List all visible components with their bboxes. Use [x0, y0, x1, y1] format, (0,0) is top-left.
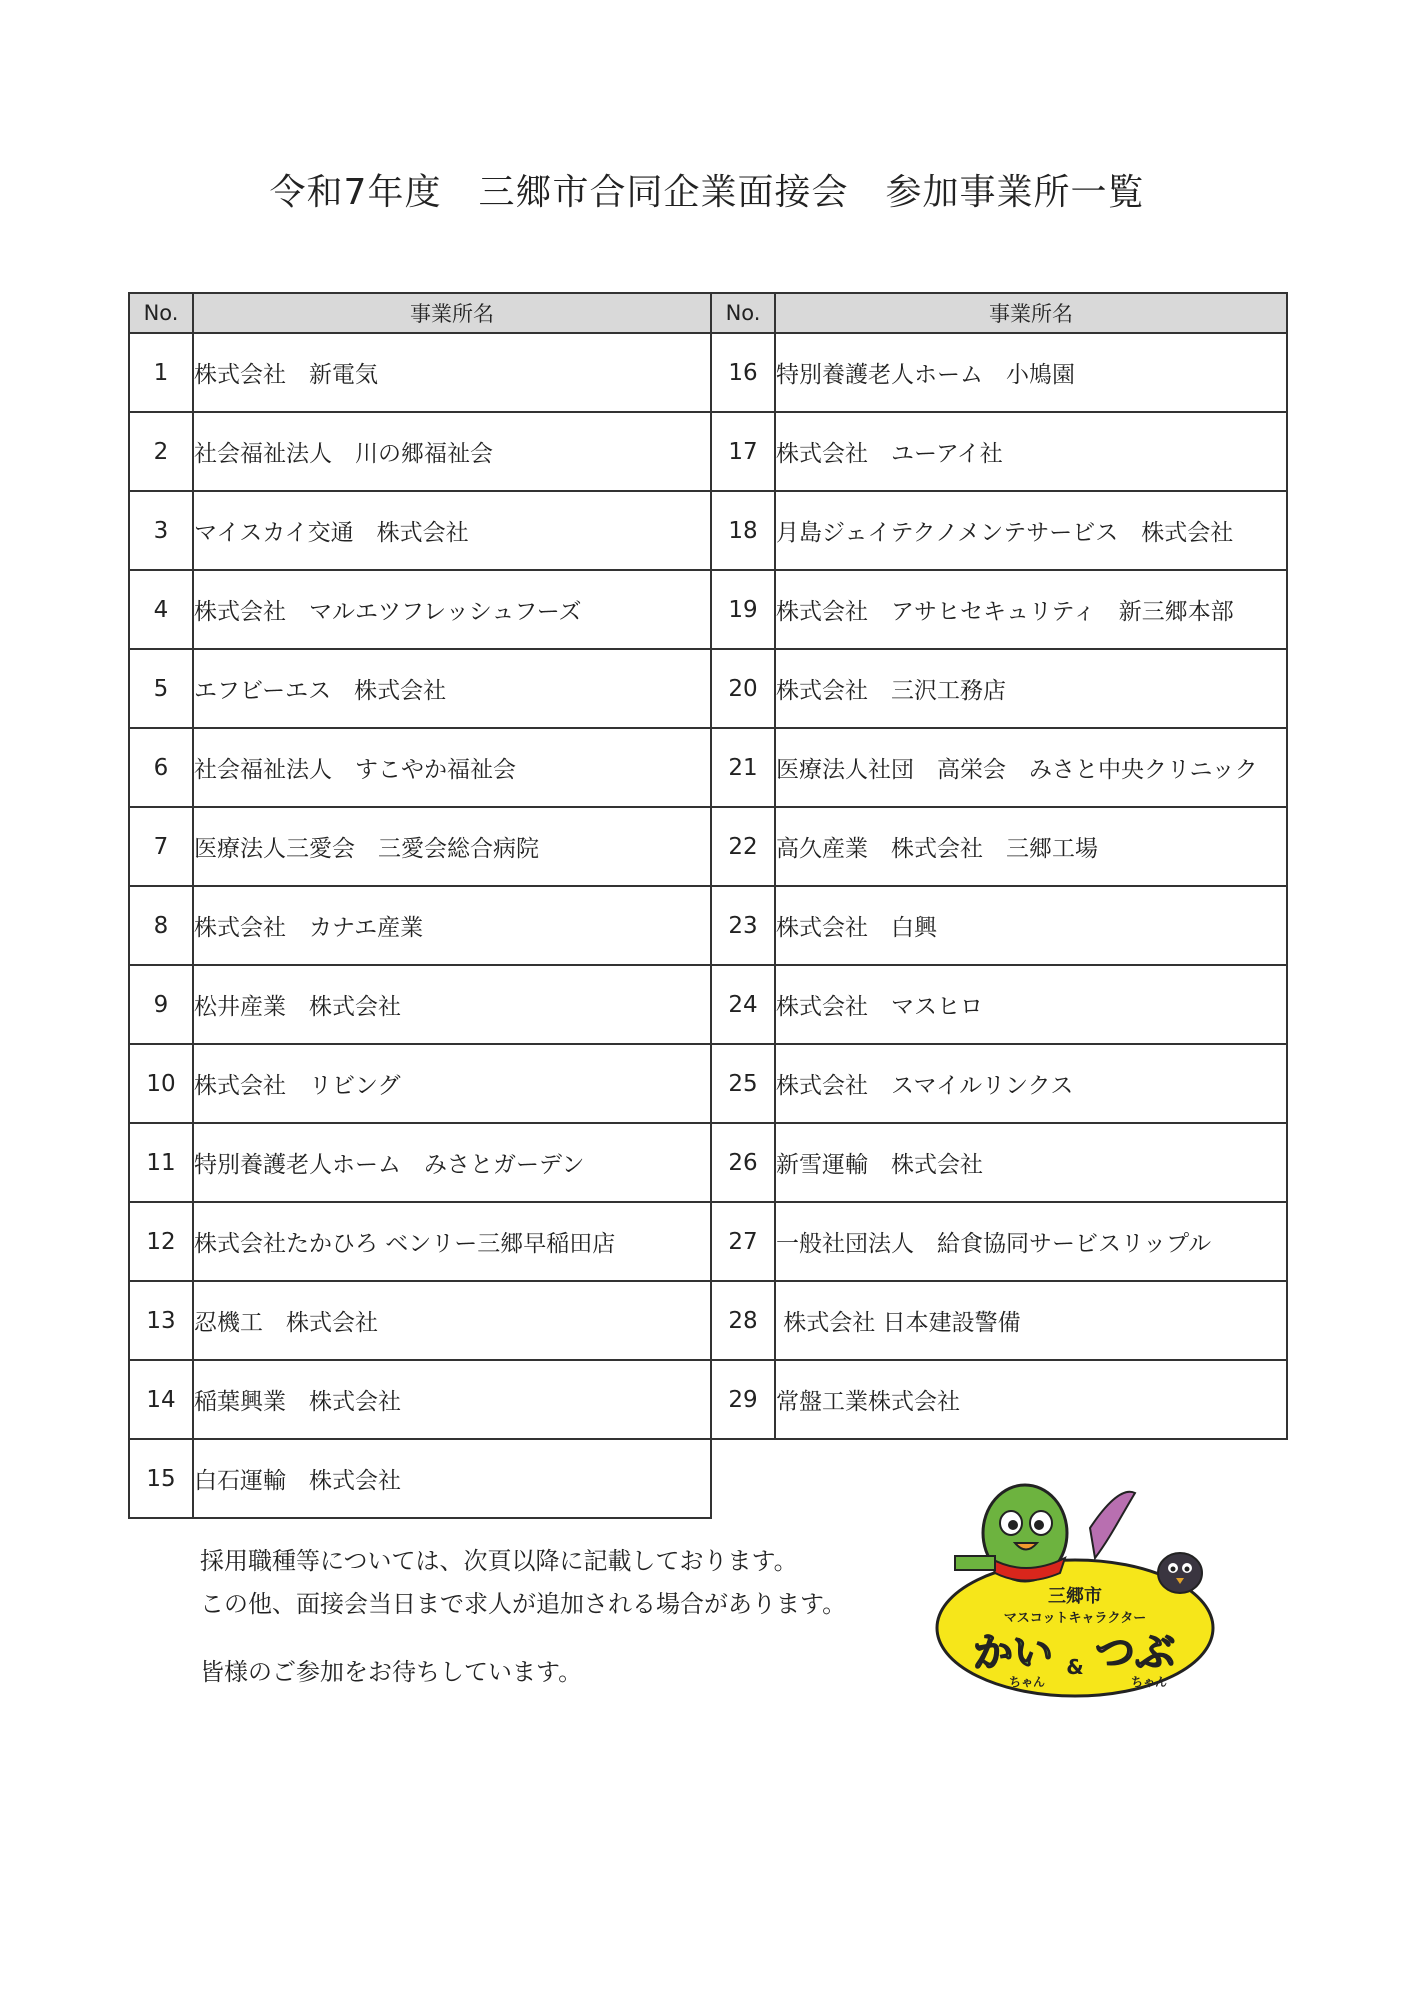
company-name: 株式会社 アサヒセキュリティ 新三郷本部 [775, 570, 1287, 649]
table-row [129, 886, 1287, 965]
row-number: 15 [129, 1439, 193, 1518]
table-row [129, 570, 1287, 649]
company-name: 高久産業 株式会社 三郷工場 [775, 807, 1287, 886]
mascot-subtitle: マスコットキャラクター [1003, 1611, 1147, 1626]
mascot-suffix-kai: ちゃん [1008, 1675, 1046, 1689]
table-row [129, 649, 1287, 728]
company-name: 医療法人社団 高栄会 みさと中央クリニック [775, 728, 1287, 807]
company-name: 月島ジェイテクノメンテサービス 株式会社 [775, 491, 1287, 570]
row-number: 21 [711, 728, 775, 807]
row-number: 3 [129, 491, 193, 570]
mascot-name-kai: かい [973, 1630, 1053, 1676]
table-row [129, 1281, 1287, 1360]
table-row [129, 1123, 1287, 1202]
mascot-logo [935, 1478, 1215, 1708]
mascot-city-label: 三郷市 [1048, 1586, 1102, 1607]
company-name: 社会福祉法人 すこやか福祉会 [193, 728, 711, 807]
header-no-left: No. [129, 293, 193, 333]
mascot-name-tsubu: つぶ [1095, 1630, 1175, 1676]
table-row [129, 807, 1287, 886]
company-name: 新雪運輸 株式会社 [775, 1123, 1287, 1202]
note-line-1: 採用職種等については、次頁以降に記載しております。 [200, 1547, 798, 1575]
header-no-right: No. [711, 293, 775, 333]
table-row [129, 1360, 1287, 1439]
table-row [129, 491, 1287, 570]
company-name: 白石運輸 株式会社 [193, 1439, 711, 1518]
company-name: 株式会社たかひろ ベンリー三郷早稲田店 [193, 1202, 711, 1281]
company-name: マイスカイ交通 株式会社 [193, 491, 711, 570]
header-name-left: 事業所名 [193, 293, 711, 333]
mascot-suffix-tsubu: ちゃん [1130, 1675, 1168, 1689]
company-name: 株式会社 カナエ産業 [193, 886, 711, 965]
company-name: 株式会社 マルエツフレッシュフーズ [193, 570, 711, 649]
row-number: 14 [129, 1360, 193, 1439]
table-header-row [129, 293, 1287, 333]
company-name: 株式会社 白興 [775, 886, 1287, 965]
row-number: 9 [129, 965, 193, 1044]
company-name: 松井産業 株式会社 [193, 965, 711, 1044]
company-name: 特別養護老人ホーム 小鳩園 [775, 333, 1287, 412]
row-number: 22 [711, 807, 775, 886]
row-number: 19 [711, 570, 775, 649]
row-number: 13 [129, 1281, 193, 1360]
mascot-ampersand: & [1066, 1655, 1084, 1679]
company-name: 社会福祉法人 川の郷福祉会 [193, 412, 711, 491]
row-number: 16 [711, 333, 775, 412]
company-name: 忍機工 株式会社 [193, 1281, 711, 1360]
row-number: 12 [129, 1202, 193, 1281]
row-number: 26 [711, 1123, 775, 1202]
row-number: 4 [129, 570, 193, 649]
company-name: 常盤工業株式会社 [775, 1360, 1287, 1439]
company-name: 株式会社 ユーアイ社 [775, 412, 1287, 491]
row-number: 23 [711, 886, 775, 965]
row-number: 29 [711, 1360, 775, 1439]
mascot-tsubu-bird [1158, 1553, 1202, 1593]
company-name: 株式会社 三沢工務店 [775, 649, 1287, 728]
row-number: 7 [129, 807, 193, 886]
row-number: 11 [129, 1123, 193, 1202]
table-row [129, 728, 1287, 807]
row-number: 24 [711, 965, 775, 1044]
row-number: 5 [129, 649, 193, 728]
row-number: 28 [711, 1281, 775, 1360]
company-name: 特別養護老人ホーム みさとガーデン [193, 1123, 711, 1202]
row-number: 8 [129, 886, 193, 965]
row-number: 27 [711, 1202, 775, 1281]
company-name: 株式会社 新電気 [193, 333, 711, 412]
company-name: 医療法人三愛会 三愛会総合病院 [193, 807, 711, 886]
row-number: 10 [129, 1044, 193, 1123]
table-row [129, 412, 1287, 491]
row-number: 6 [129, 728, 193, 807]
row-number: 18 [711, 491, 775, 570]
table-row [129, 965, 1287, 1044]
header-name-right: 事業所名 [775, 293, 1287, 333]
row-number: 2 [129, 412, 193, 491]
company-name: 株式会社 スマイルリンクス [775, 1044, 1287, 1123]
company-name: 株式会社 マスヒロ [775, 965, 1287, 1044]
page-title: 令和7年度 三郷市合同企業面接会 参加事業所一覧 [269, 172, 1145, 213]
note-line-2: この他、面接会当日まで求人が追加される場合があります。 [200, 1590, 847, 1618]
company-name: 株式会社 リビング [193, 1044, 711, 1123]
company-name: 一般社団法人 給食協同サービスリップル [775, 1202, 1287, 1281]
table-row [129, 333, 1287, 412]
company-name: エフビーエス 株式会社 [193, 649, 711, 728]
table-body [129, 333, 1287, 1518]
table-row [129, 1202, 1287, 1281]
company-name: 稲葉興業 株式会社 [193, 1360, 711, 1439]
row-number: 17 [711, 412, 775, 491]
table-row [129, 1044, 1287, 1123]
company-name: 株式会社 日本建設警備 [775, 1281, 1287, 1360]
row-number: 20 [711, 649, 775, 728]
row-number: 1 [129, 333, 193, 412]
note-line-3: 皆様のご参加をお待ちしています。 [200, 1658, 583, 1686]
row-number: 25 [711, 1044, 775, 1123]
participant-table [128, 292, 1288, 1519]
